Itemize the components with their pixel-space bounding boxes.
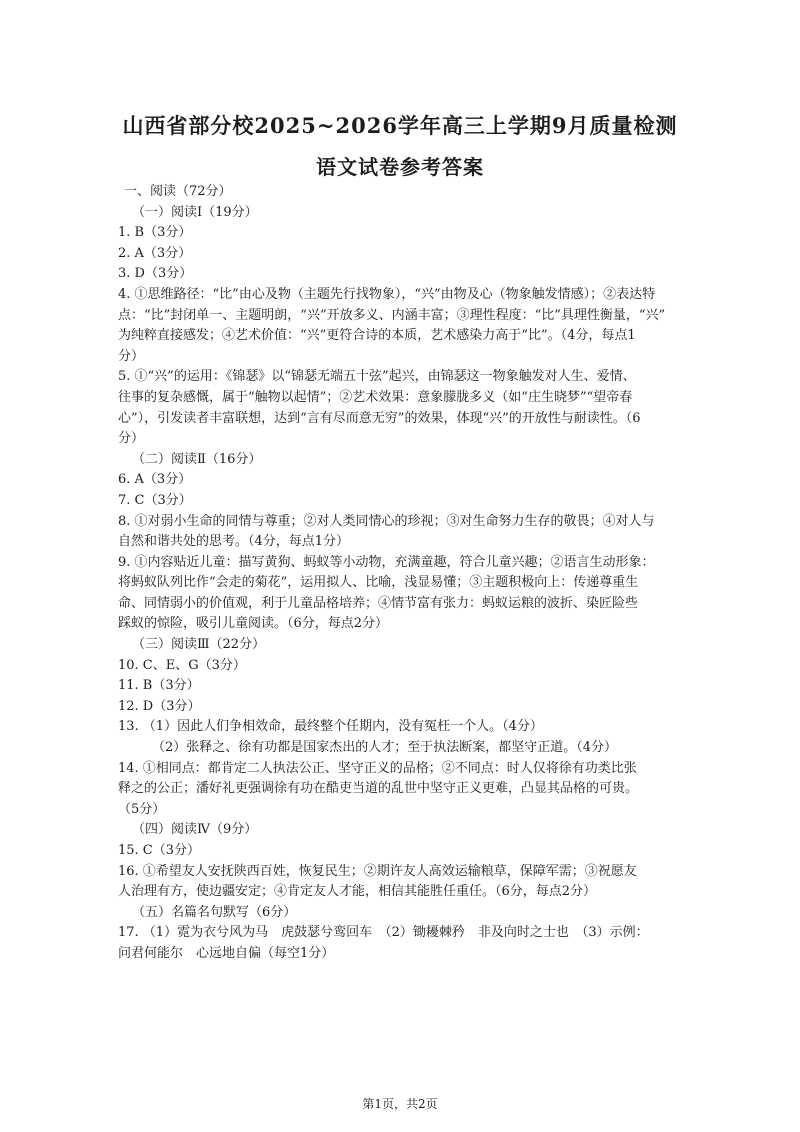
answer-line: 踩蚁的惊险，吸引儿童阅读。（6分，每点2分）	[118, 616, 389, 632]
answer-line: 14. ①相同点：都肯定二人执法公正、坚守正义的品格；②不同点：时人仅将徐有功类比张	[118, 760, 637, 776]
answer-line: 往事的复杂感慨，属于“触物以起情”；②艺术效果：意象朦胧多义（如“庄生晓梦”“望帝春	[118, 389, 633, 405]
answer-line: 1. B（3分）	[118, 225, 192, 241]
answer-content	[118, 182, 690, 965]
answer-line: 3. D（3分）	[118, 266, 193, 282]
answer-line: 问君何能尔 心远地自偏（每空1分）	[118, 945, 335, 961]
answer-line: 9. ①内容贴近儿童：描写黄狗、蚂蚁等小动物，充满童趣，符合儿童兴趣；②语言生动形象：	[118, 554, 655, 570]
answer-line: （2）张释之、徐有功都是国家杰出的人才；至于执法断案，都坚守正道。（4分）	[152, 740, 618, 756]
answer-line: 点：“比”封闭单一、主题明朗，“兴”开放多义、内涵丰富；③理性程度：“比”具理性衡量，“兴”	[118, 307, 666, 323]
answer-line: 11. B（3分）	[118, 678, 200, 694]
answer-line: 分）	[118, 431, 145, 447]
answer-line: 分）	[118, 348, 145, 364]
answer-line: （5分）	[118, 801, 166, 817]
answer-line: 将蚂蚁队列比作“会走的菊花”，运用拟人、比喻，浅显易懂；③主题积极向上：传递尊重生	[118, 575, 639, 591]
subsection-heading: （五）名篇名句默写（6分）	[132, 904, 297, 920]
answer-line: 命、同情弱小的价值观，利于儿童品格培养；④情节富有张力：蚂蚁运粮的波折、染匠险些	[118, 595, 639, 611]
answer-line: 13. （1）因此人们争相效命，最终整个任期内，没有冤枉一个人。（4分）	[118, 719, 543, 735]
answer-line: 4. ①思维路径：“比”由心及物（主题先行找物象），“兴”由物及心（物象触发情感）；②表达特	[118, 286, 656, 302]
answer-line: 7. C（3分）	[118, 492, 192, 508]
answer-line: 2. A（3分）	[118, 245, 192, 261]
answer-line: 16. ①希望友人安抚陕西百姓，恢复民生；②期许友人高效运输粮草，保障军需；③祝愿友	[118, 863, 637, 879]
subsection-heading: （三）阅读Ⅲ（22分）	[132, 637, 266, 653]
answer-line: 6. A（3分）	[118, 472, 192, 488]
document-title: 山西省部分校2025~2026学年高三上学期9月质量检测	[122, 113, 678, 138]
subsection-heading: （一）阅读Ⅰ（19分）	[132, 204, 258, 220]
answer-line: 8. ①对弱小生命的同情与尊重；②对人类同情心的珍视；③对生命努力生存的敬畏；④对人与	[118, 513, 655, 529]
answer-line: 心”），引发读者丰富联想，达到“言有尽而意无穷”的效果，体现“兴”的开放性与耐读性。（6	[118, 410, 641, 426]
subsection-heading: （四）阅读Ⅳ（9分）	[132, 822, 258, 838]
page-number: 第1页，共2页	[362, 1097, 438, 1111]
section-heading: 一、阅读（72分）	[124, 184, 232, 199]
answer-line: 人治理有方，使边疆安定；④肯定友人才能，相信其能胜任重任。（6分，每点2分）	[118, 884, 597, 900]
answer-line: 17. （1）霓为衣兮风为马 虎鼓瑟兮鸾回车 （2）锄耰棘矜 非及向时之士也 （3）示例：	[118, 925, 649, 941]
subsection-heading: （二）阅读Ⅱ（16分）	[132, 451, 262, 467]
answer-line: 释之的公正；潘好礼更强调徐有功在酷吏当道的乱世中坚守正义更难，凸显其品格的可贵。	[118, 781, 639, 797]
answer-line: 自然和谐共处的思考。（4分，每点1分）	[118, 534, 350, 550]
answer-line: 12. D（3分）	[118, 698, 201, 714]
document-subtitle: 语文试卷参考答案	[316, 155, 484, 179]
answer-line: 15. C（3分）	[118, 843, 201, 858]
answer-line: 5. ①“兴”的运用：《锦瑟》以“锦瑟无端五十弦”起兴，由锦瑟这一物象触发对人生、爱情、	[118, 369, 636, 385]
answer-line: 10. C、E、G（3分）	[118, 657, 246, 673]
answer-line: 为纯粹直接感发；④艺术价值：“兴”更符合诗的本质，艺术感染力高于“比”。（4分，每点1	[118, 328, 636, 344]
